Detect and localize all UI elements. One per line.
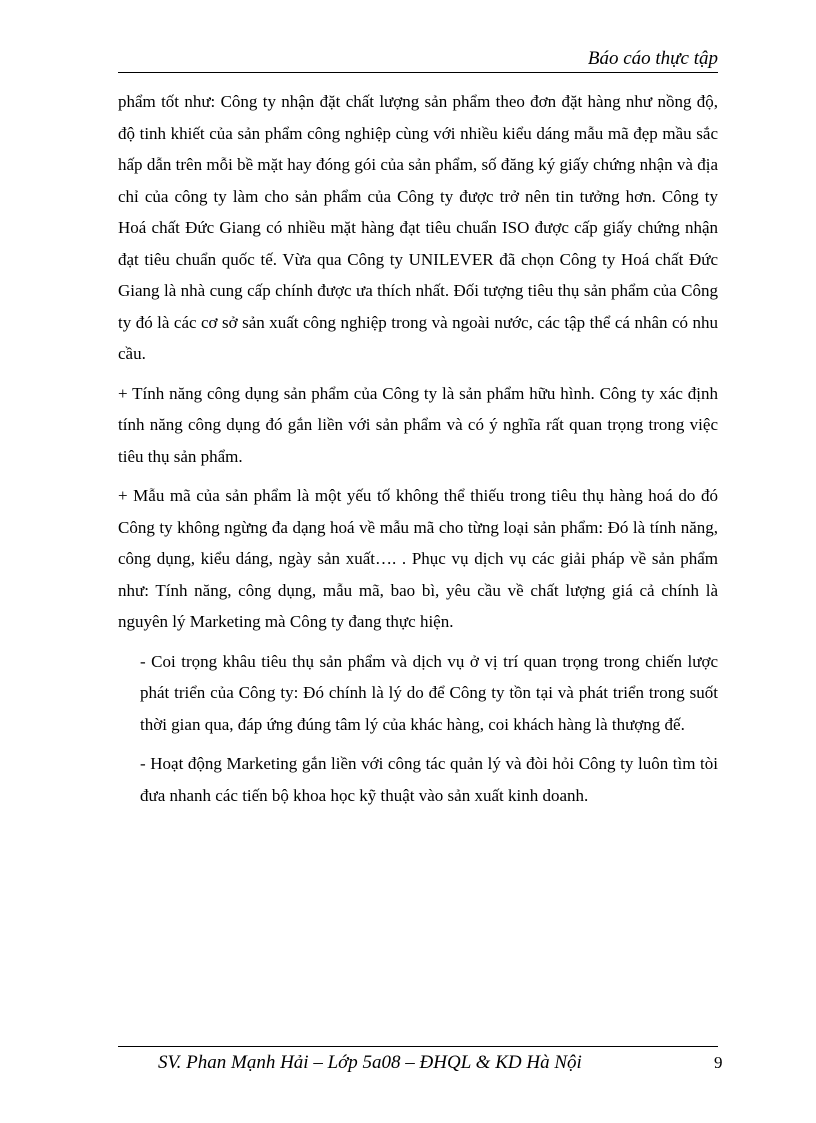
page-header	[118, 46, 718, 73]
footer-divider	[118, 1046, 718, 1047]
bullet-marketing-activity: - Hoạt động Marketing gắn liền với công tác quản lý và đòi hỏi Công ty luôn tìm tòi đưa nhanh các tiến bộ khoa học kỹ thuật vào sản xuất kinh doanh.	[140, 754, 718, 805]
paragraph-product-design: + Mẫu mã của sản phẩm là một yếu tố không thể thiếu trong tiêu thụ hàng hoá do đó Công ty không ngừng đa dạng hoá về mẫu mã cho từng loại sản phẩm: Đó là tính năng, công dụng, kiểu dáng, ngày sản xuất…. . Phục vụ dịch vụ các giải pháp về sản phẩm như: Tính năng, công dụng, mẫu mã, bao bì, yêu cầu về chất lượng giá cả chính là nguyên lý Marketing mà Công ty đang thực hiện.	[118, 486, 718, 631]
header-title: Báo cáo thực tập	[587, 48, 718, 69]
footer-author-line: SV. Phan Mạnh Hải – Lớp 5a08 – ĐHQL & KD Hà Nội	[158, 1052, 582, 1073]
paragraph-product-quality: phẩm tốt như: Công ty nhận đặt chất lượng sản phẩm theo đơn đặt hàng như nồng độ, độ tinh khiết của sản phẩm công nghiệp cùng với nhiều kiểu dáng mẫu mã đẹp mầu sắc hấp dẫn trên mỗi bề mặt hay đóng gói của sản phẩm, số đăng ký giấy chứng nhận và địa chỉ của công ty làm cho sản phẩm của Công ty được trở nên tin tưởng hơn. Công ty Hoá chất Đức Giang có nhiều mặt hàng đạt tiêu chuẩn ISO được cấp giấy chứng nhận đạt tiêu chuẩn quốc tế. Vừa qua Công ty UNILEVER đã chọn Công ty Hoá chất Đức Giang là nhà cung cấp chính được ưa thích nhất. Đối tượng tiêu thụ sản phẩm của Công ty đó là các cơ sở sản xuất công nghiệp trong và ngoài nước, các tập thể cá nhân có nhu cầu.	[118, 92, 718, 363]
bullet-consumption-priority: - Coi trọng khâu tiêu thụ sản phẩm và dịch vụ ở vị trí quan trọng trong chiến lược phát triển của Công ty: Đó chính là lý do để Công ty tồn tại và phát triển trong suốt thời gian qua, đáp ứng đúng tâm lý của khác hàng, coi khách hàng là thượng đế.	[140, 651, 718, 734]
document-body	[118, 86, 718, 811]
paragraph-product-features: + Tính năng công dụng sản phẩm của Công ty là sản phẩm hữu hình. Công ty xác định tính năng công dụng đó gắn liền với sản phẩm và có ý nghĩa rất quan trọng trong việc tiêu thụ sản phẩm.	[118, 383, 718, 466]
page-number: 9	[714, 1053, 723, 1072]
